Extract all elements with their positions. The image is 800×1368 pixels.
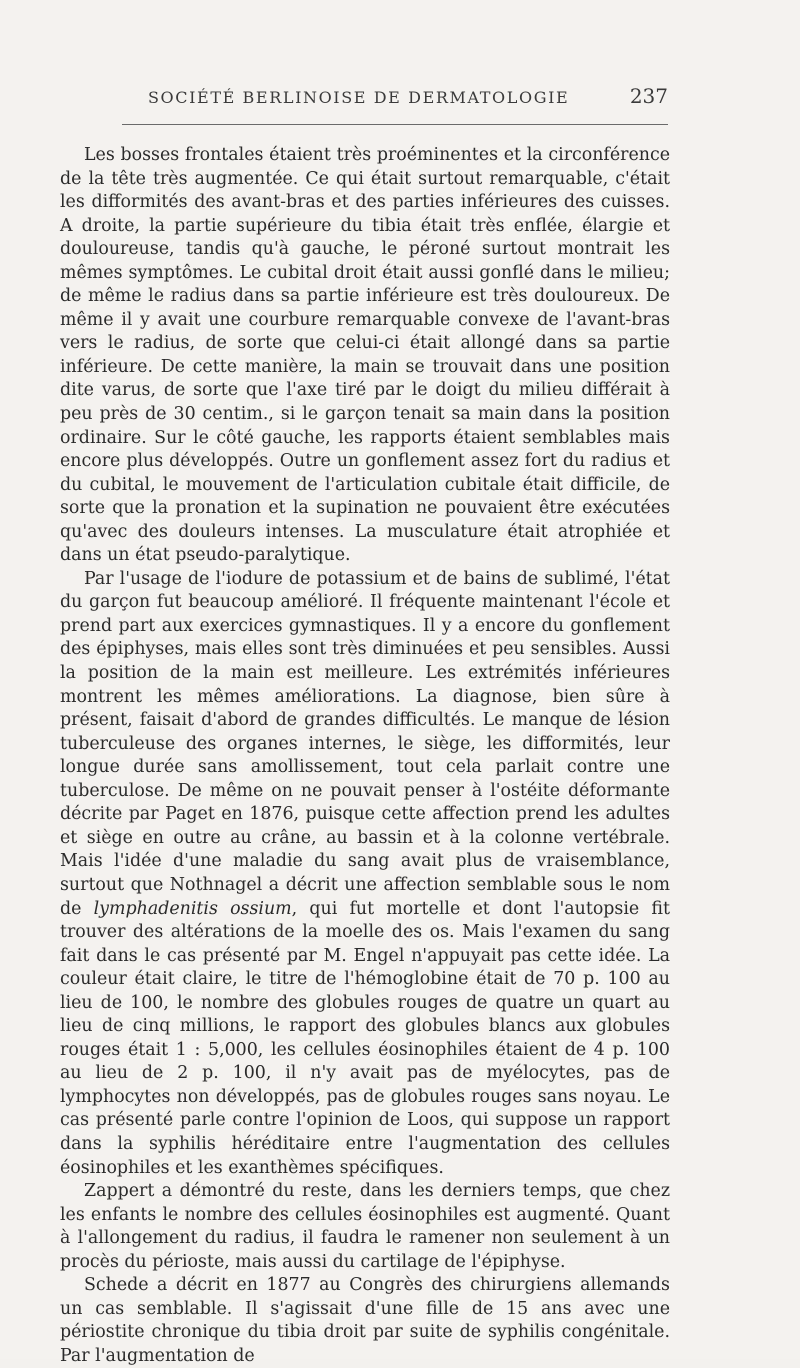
italic-term: lymphadenitis ossium — [93, 898, 292, 919]
header-rule — [122, 124, 668, 125]
paragraph-3: Zappert a démontré du reste, dans les derniers temps, que chez les enfants le nombre des cellules éosinophiles est augmenté. Quant à l'allongement du radius, il faudra le ramener non seulement à un procès du périoste, mais aussi du cartilage de l'épiphyse. — [60, 1181, 670, 1272]
running-title: SOCIÉTÉ BERLINOISE DE DERMATOLOGIE — [148, 88, 570, 107]
paragraph-2-part-b: , qui fut mortelle et dont l'autopsie fit trouver des altérations de la moelle des os. Mais l'examen du sang fait dans le cas présenté par M. Engel n'appuyait pas cette idée. La couleur était claire, le titre de l'hémoglobine était de 70 p. 100 au lieu de 100, le nombre des globules rouges de quatre un quart au lieu de cinq millions, le rapport des globules blancs aux globules rouges était 1 : 5,000, les cellules éosinophiles étaient de 4 p. 100 au lieu de 2 p. 100, il n'y avait pas de myélocytes, pas de lymphocytes non développés, pas de globules rouges sans noyau. Le cas présenté parle contre l'opinion de Loos, qui suppose un rapport dans la syphilis héréditaire entre l'augmentation des cellules éosinophiles et les exanthèmes spécifiques. — [60, 898, 670, 1178]
paragraph-2 — [60, 568, 670, 1180]
paragraph-1: Les bosses frontales étaient très proéminentes et la circonférence de la tête très augmentée. Ce qui était surtout remarquable, c'était les difformités des avant-bras et des parties inférieures des cuisses. A droite, la partie supérieure du tibia était très enflée, élargie et douloureuse, tandis qu'à gauche, le péroné surtout montrait les mêmes symptômes. Le cubital droit était aussi gonflé dans le milieu; de même le radius dans sa partie inférieure est très douloureux. De même il y avait une courbure remarquable convexe de l'avant-bras vers le radius, de sorte que celui-ci était allongé dans sa partie inférieure. De cette manière, la main se trouvait dans une position dite varus, de sorte que l'axe tiré par le doigt du milieu différait à peu près de 30 centim., si le garçon tenait sa main dans la position ordinaire. Sur le côté gauche, les rapports étaient semblables mais encore plus développés. Outre un gonflement assez fort du radius et du cubital, le mouvement de l'articulation cubitale était difficile, de sorte que la pronation et la supination ne pouvaient être exécutées qu'avec des douleurs intenses. La musculature était atrophiée et dans un état pseudo-paralytique. — [60, 145, 670, 566]
page-number: 237 — [629, 84, 668, 108]
body-text — [60, 144, 670, 1368]
paragraph-4: Schede a décrit en 1877 au Congrès des chirurgiens allemands un cas semblable. Il s'agissait d'une fille de 15 ans avec une périostite chronique du tibia droit par suite de syphilis congénitale. Par l'augmentation de — [60, 1275, 670, 1366]
paragraph-2-part-a: Par l'usage de l'iodure de potassium et de bains de sublimé, l'état du garçon fut beaucoup amélioré. Il fréquente maintenant l'école et prend part aux exercices gymnastiques. Il y a encore du gonflement des épiphyses, mais elles sont très diminuées et peu sensibles. Aussi la position de la main est meilleure. Les extrémités inférieures montrent les mêmes améliorations. La diagnose, bien sûre à présent, faisait d'abord de grandes difficultés. Le manque de lésion tuberculeuse des organes internes, le siège, les difformités, leur longue durée sans amollissement, tout cela parlait contre une tuberculose. De même on ne pouvait penser à l'ostéite déformante décrite par Paget en 1876, puisque cette affection prend les adultes et siège en outre au crâne, au bassin et à la colonne vertébrale. Mais l'idée d'une maladie du sang avait plus de vraisemblance, surtout que Nothnagel a décrit une affection semblable sous le nom de — [60, 568, 670, 919]
